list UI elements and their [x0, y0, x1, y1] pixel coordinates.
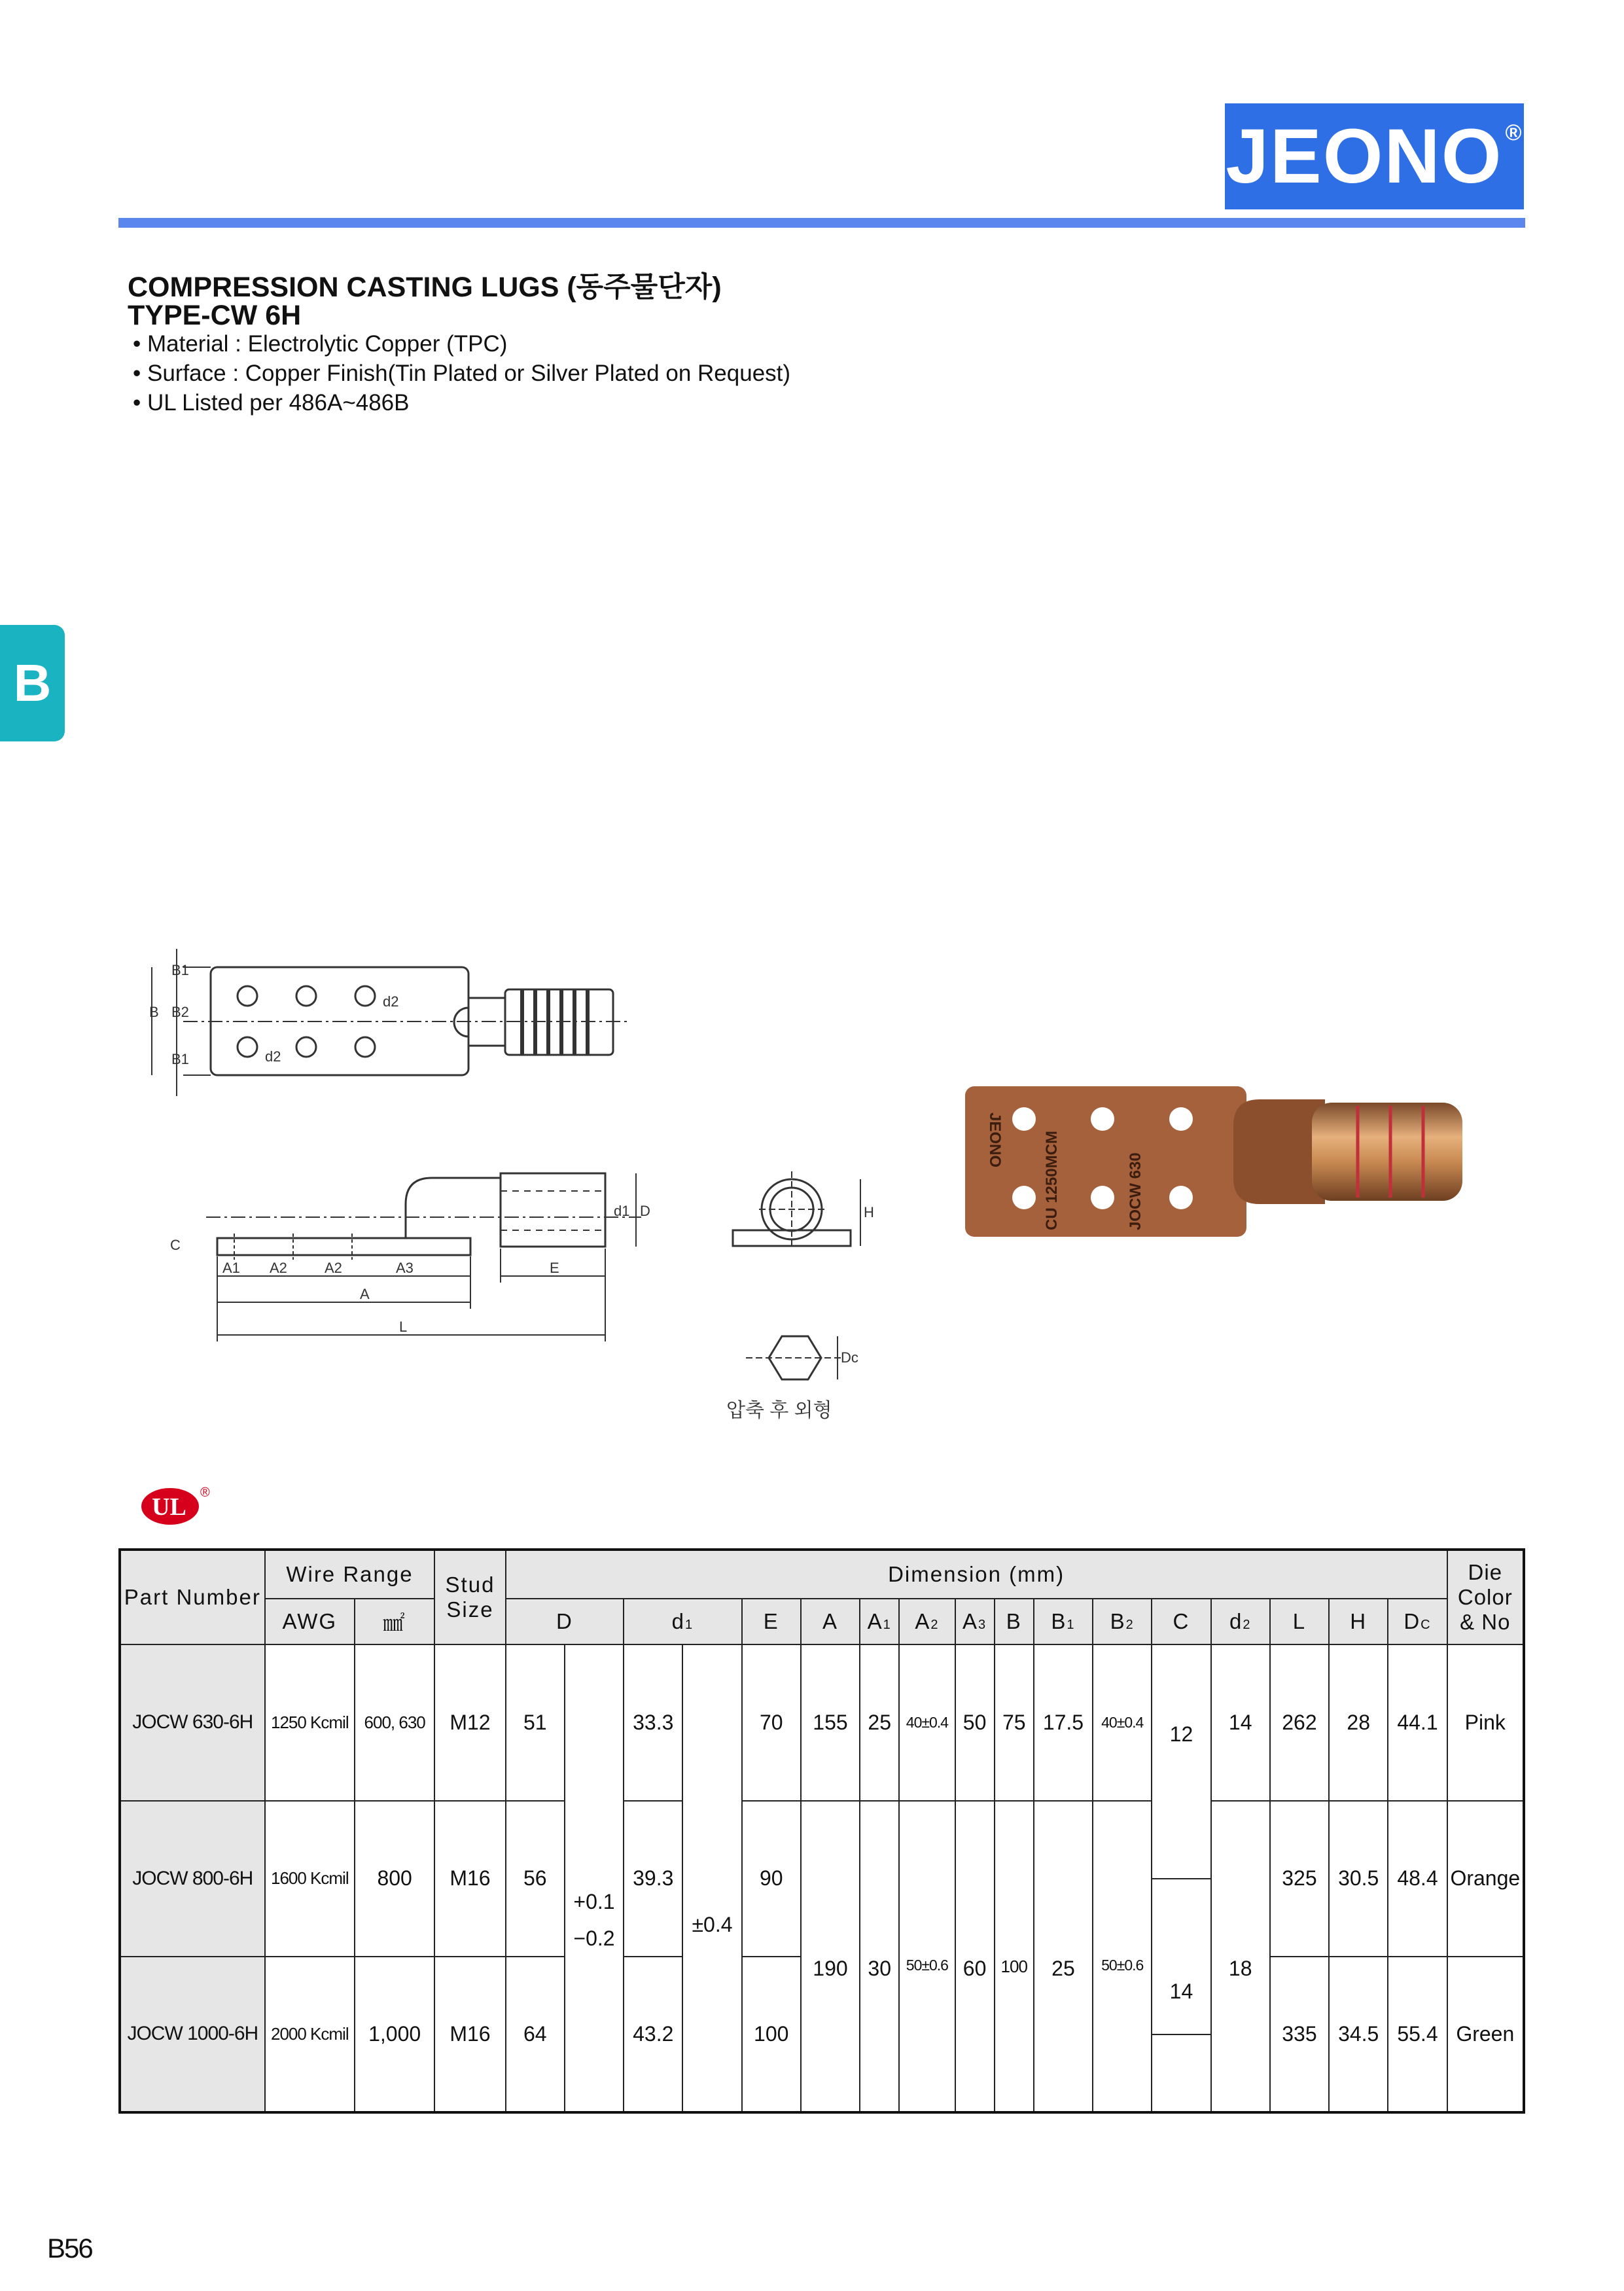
dim-a2-shared: 50±0.6 [899, 1957, 955, 2112]
spec-material: • Material : Electrolytic Copper (TPC) [133, 331, 508, 357]
header-col-d2: d2 [1211, 1599, 1270, 1645]
header-awg: AWG [265, 1599, 355, 1645]
dim-dc: 48.4 [1388, 1801, 1447, 1957]
dim-b1-spacer [1034, 1801, 1093, 1957]
label-c: C [170, 1237, 181, 1253]
dim-d1: 33.3 [624, 1644, 682, 1800]
dim-b1: 17.5 [1034, 1644, 1093, 1800]
dim-l: 335 [1270, 1957, 1329, 2112]
header-col-d1: d1 [624, 1599, 742, 1645]
label-d2: d2 [383, 993, 399, 1010]
header-col-d: D [506, 1599, 624, 1645]
technical-drawing [144, 936, 896, 1446]
header-col-e: E [742, 1599, 801, 1645]
header-col-a3: A3 [955, 1599, 995, 1645]
spec-surface: • Surface : Copper Finish(Tin Plated or Silver Plated on Request) [133, 361, 791, 386]
dim-b2-spacer [1093, 1801, 1152, 1957]
dim-a1-spacer [860, 1801, 899, 1957]
stud-size: M16 [434, 1801, 505, 1957]
header-col-b2: B2 [1093, 1599, 1152, 1645]
wire-mm2: 600, 630 [355, 1644, 434, 1800]
label-a2: A2 [270, 1260, 287, 1276]
dim-c-spacer [1152, 1644, 1210, 1722]
header-col-a1: A1 [860, 1599, 899, 1645]
label-h: H [864, 1204, 874, 1220]
product-type: TYPE-CW 6H [128, 300, 302, 331]
dim-d1-tolerance-spacer [682, 1644, 741, 1800]
dim-b2: 40±0.4 [1093, 1644, 1152, 1800]
dim-l: 262 [1270, 1644, 1329, 1800]
header-col-l: L [1270, 1599, 1329, 1645]
wire-awg: 1250 Kcmil [265, 1644, 355, 1800]
dim-d: 56 [506, 1801, 565, 1957]
dim-d-tolerance: +0.1 −0.2 [565, 1801, 624, 1957]
dim-b-shared: 100 [995, 1957, 1034, 2112]
ul-mark-icon [139, 1482, 211, 1528]
label-a3: A3 [396, 1260, 414, 1276]
header-stud-size: Stud Size [434, 1550, 505, 1644]
product-title: COMPRESSION CASTING LUGS (동주물단자) [128, 272, 722, 303]
photo-marking-model: JOCW 630 [1127, 1152, 1144, 1230]
dim-a-shared: 190 [801, 1957, 860, 2112]
header-col-c: C [1152, 1599, 1210, 1645]
brand-name: JEONO [1226, 113, 1503, 200]
header-col-a2: A2 [899, 1599, 955, 1645]
dim-l: 325 [1270, 1801, 1329, 1957]
lug-plate-side-view [217, 1238, 470, 1255]
ul-mark-text: UL [152, 1493, 186, 1521]
dim-a-spacer [801, 1801, 860, 1957]
dim-d: 64 [506, 1957, 565, 2112]
dim-d2-shared: 18 [1211, 1957, 1270, 2112]
dim-h: 30.5 [1329, 1801, 1388, 1957]
dim-d: 51 [506, 1644, 565, 1800]
label-d: D [640, 1203, 650, 1219]
header-dimension: Dimension (mm) [506, 1550, 1447, 1599]
header-col-h: H [1329, 1599, 1388, 1645]
label-b1: B1 [171, 962, 189, 978]
dim-b1-shared: 25 [1034, 1957, 1093, 2112]
registered-mark: ® [1505, 120, 1523, 145]
label-a2-second: A2 [325, 1260, 342, 1276]
table-row [120, 1957, 1524, 2034]
stud-size: M16 [434, 1957, 505, 2112]
dim-a2: 40±0.4 [899, 1644, 955, 1800]
header-col-dc: DC [1388, 1599, 1447, 1645]
ul-registered: ® [200, 1485, 210, 1500]
label-b: B [149, 1004, 159, 1020]
dim-b: 75 [995, 1644, 1034, 1800]
specification-table [118, 1548, 1525, 2114]
dim-e: 90 [742, 1801, 801, 1957]
label-d2-lower: d2 [265, 1048, 281, 1065]
dim-b-spacer [995, 1801, 1034, 1957]
label-b1-lower: B1 [171, 1051, 189, 1067]
dim-a2-spacer [899, 1801, 955, 1957]
dim-c-shared-top: 12 [1152, 1722, 1210, 1878]
dim-c-shared-bottom: 14 [1152, 1879, 1210, 2034]
barrel-side-view [501, 1173, 605, 1247]
photo-lug-barrel [1312, 1103, 1462, 1201]
brand-logo [1225, 103, 1524, 209]
dim-d1: 39.3 [624, 1801, 682, 1957]
dim-a3: 50 [955, 1644, 995, 1800]
wire-mm2: 800 [355, 1801, 434, 1957]
table-row [120, 1644, 1524, 1722]
header-wire-range: Wire Range [265, 1550, 435, 1599]
drawing-caption: 압축 후 외형 [726, 1400, 832, 1421]
photo-marking-brand: JEONO [986, 1112, 1004, 1168]
header-rule [118, 218, 1525, 228]
photo-marking-size: CU 1250MCM [1043, 1130, 1061, 1230]
dim-d1: 43.2 [624, 1957, 682, 2112]
dim-d1-tolerance-spacer [682, 1957, 741, 2112]
dim-b2-shared: 50±0.6 [1093, 1957, 1152, 2112]
product-photo [959, 1073, 1495, 1243]
dim-d-tolerance-spacer [565, 1957, 624, 2112]
page-number: B56 [47, 2233, 92, 2264]
dim-d2-spacer [1211, 1801, 1270, 1957]
dim-dc: 44.1 [1388, 1644, 1447, 1800]
die-color: Pink [1447, 1644, 1524, 1800]
section-tab: B [0, 625, 65, 741]
dim-d1-tolerance: ±0.4 [682, 1801, 741, 1957]
wire-awg: 2000 Kcmil [265, 1957, 355, 2112]
header-part-number: Part Number [120, 1550, 265, 1644]
header-die-color: Die Color & No [1447, 1550, 1524, 1644]
dim-h: 34.5 [1329, 1957, 1388, 2112]
label-e: E [550, 1260, 559, 1276]
dim-h: 28 [1329, 1644, 1388, 1800]
label-a1: A1 [222, 1260, 240, 1276]
label-b2: B2 [171, 1004, 189, 1020]
dim-a1-shared: 30 [860, 1957, 899, 2112]
photo-lug-neck [1233, 1099, 1325, 1204]
dim-a3-shared: 60 [955, 1957, 995, 2112]
dim-a1: 25 [860, 1644, 899, 1800]
dim-dc: 55.4 [1388, 1957, 1447, 2112]
dim-a: 155 [801, 1644, 860, 1800]
dim-d-tolerance-spacer [565, 1644, 624, 1800]
part-number: JOCW 800-6H [120, 1801, 265, 1957]
header-col-a: A [801, 1599, 860, 1645]
dim-d2: 14 [1211, 1644, 1270, 1800]
label-a: A [360, 1286, 370, 1302]
dim-a3-spacer [955, 1801, 995, 1957]
spec-ul-listing: • UL Listed per 486A~486B [133, 390, 410, 416]
die-color: Green [1447, 1957, 1524, 2112]
wire-mm2: 1,000 [355, 1957, 434, 2112]
label-l: L [399, 1319, 408, 1335]
part-number: JOCW 630-6H [120, 1644, 265, 1800]
header-col-b: B [995, 1599, 1034, 1645]
label-d1: d1 [614, 1203, 630, 1219]
dim-e: 70 [742, 1644, 801, 1800]
table-row [120, 1801, 1524, 1879]
stud-size: M12 [434, 1644, 505, 1800]
wire-awg: 1600 Kcmil [265, 1801, 355, 1957]
die-color: Orange [1447, 1801, 1524, 1957]
header-mm2: ㎟ [355, 1599, 434, 1645]
label-dc: Dc [841, 1349, 858, 1366]
dim-e: 100 [742, 1957, 801, 2112]
header-col-b1: B1 [1034, 1599, 1093, 1645]
part-number: JOCW 1000-6H [120, 1957, 265, 2112]
